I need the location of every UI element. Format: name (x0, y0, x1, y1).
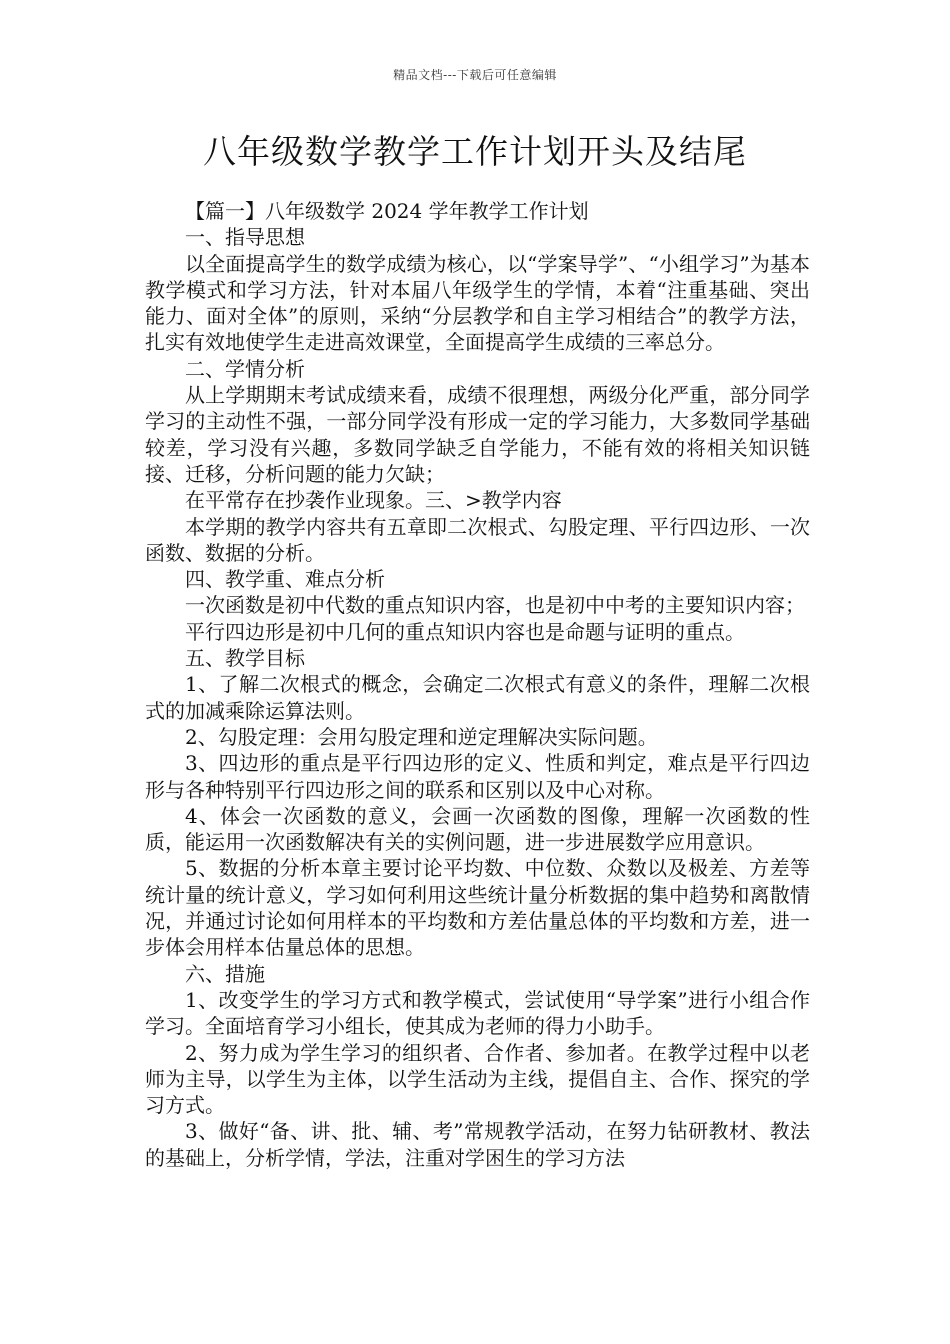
list-item: 3、做好“备、讲、批、辅、考”常规教学活动，在努力钻研教材、教法的基础上，分析学情，学法，注重对学困生的学习方法 (145, 1119, 810, 1170)
document-title: 八年级数学教学工作计划开头及结尾 (203, 132, 747, 171)
paragraph: 一次函数是初中代数的重点知识内容，也是初中中考的主要知识内容； (185, 593, 805, 618)
list-item: 2、勾股定理：会用勾股定理和逆定理解决实际问题。 (185, 724, 658, 749)
heading-student-analysis: 二、学情分析 (185, 356, 305, 381)
heading-guiding-ideology: 一、指导思想 (185, 225, 305, 250)
heading-teaching-goals: 五、教学目标 (185, 646, 305, 671)
section-heading-part-one: 【篇一】八年级数学 2024 学年教学工作计划 (185, 199, 589, 223)
paragraph: 本学期的教学内容共有五章即二次根式、勾股定理、平行四边形、一次函数、数据的分析。 (145, 514, 810, 565)
heading-measures: 六、措施 (185, 961, 265, 986)
paragraph: 在平常存在抄袭作业现象。三、>教学内容 (185, 488, 562, 513)
heading-key-points: 四、教学重、难点分析 (185, 567, 385, 592)
list-item: 1、了解二次根式的概念，会确定二次根式有意义的条件，理解二次根式的加减乘除运算法则。 (145, 672, 810, 723)
list-item: 5、数据的分析本章主要讨论平均数、中位数、众数以及极差、方差等统计量的统计意义，学习如何利用这些统计量分析数据的集中趋势和离散情况，并通过讨论如何用样本的平均数和方差估量总体的平均数和方差，进一步体会用样本估量总体的思想。 (145, 856, 810, 960)
list-item: 3、四边形的重点是平行四边形的定义、性质和判定，难点是平行四边形与各种特别平行四边形之间的联系和区别以及中心对称。 (145, 751, 810, 802)
paragraph: 以全面提高学生的数学成绩为核心，以“学案导学”、“小组学习”为基本教学模式和学习方法，针对本届八年级学生的学情，本着“注重基础、突出能力、面对全体”的原则，采纳“分层教学和自主学习相结合”的教学方法，扎实有效地使学生走进高效课堂，全面提高学生成绩的三率总分。 (145, 251, 810, 355)
list-item: 1、改变学生的学习方式和教学模式，尝试使用“导学案”进行小组合作学习。全面培育学习小组长，使其成为老师的得力小助手。 (145, 987, 810, 1039)
list-item: 4、体会一次函数的意义，会画一次函数的图像，理解一次函数的性质，能运用一次函数解决有关的实例问题，进一步进展数学应用意识。 (145, 803, 810, 855)
paragraph: 平行四边形是初中几何的重点知识内容也是命题与证明的重点。 (185, 619, 745, 644)
paragraph: 从上学期期末考试成绩来看，成绩不很理想，两级分化严重，部分同学学习的主动性不强，一部分同学没有形成一定的学习能力，大多数同学基础较差，学习没有兴趣，多数同学缺乏自学能力，不能有效的将相关知识链接、迁移，分析问题的能力欠缺； (145, 383, 810, 486)
list-item: 2、努力成为学生学习的组织者、合作者、参加者。在教学过程中以老师为主导，以学生为主体，以学生活动为主线，提倡自主、合作、探究的学习方式。 (145, 1040, 810, 1118)
document-body (145, 198, 810, 1171)
header-note: 精品文档---下载后可任意编辑 (393, 68, 557, 82)
